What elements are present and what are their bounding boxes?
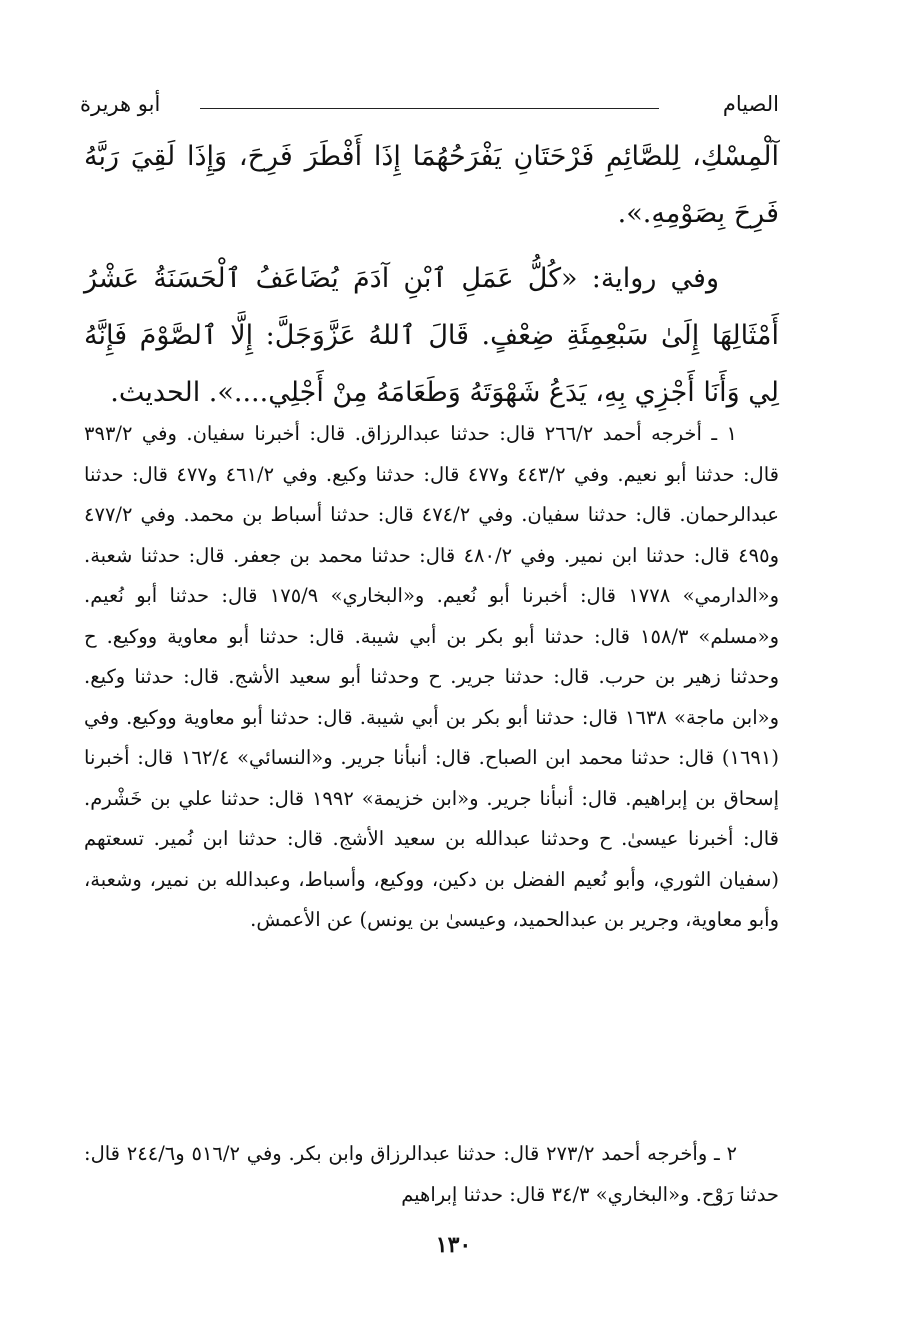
footnote-2: ٢ ـ وأخرجه أحمد ٢٧٣/٢ قال: حدثنا عبدالرزاق وابن بكر. وفي ٥١٦/٢ و٢٤٤/٦ قال: حدثنا رَوْح. و«البخاري» ٣٤/٣ قال: حدثنا إبراهيم <box>84 1142 779 1206</box>
chapter-title: الصيام <box>722 92 779 116</box>
hadith-text-variant: وفي رواية: «كُلُّ عَمَلِ ٱبْنِ آدَمَ يُضَاعَفُ ٱلْحَسَنَةُ عَشْرُ أَمْثَالِهَا إِلَىٰ سَبْعِمِئَةِ ضِعْفٍ. قَالَ ٱللهُ عَزَّوَجَلَّ: إِلَّا ٱلصَّوْمَ فَإِنَّهُ لِي وَأَنَا أَجْزِي بِهِ، يَدَعُ شَهْوَتَهُ وَطَعَامَهُ مِنْ أَجْلِي....». الحديث. <box>84 263 779 408</box>
narrator-name: أبو هريرة <box>80 92 161 116</box>
header-rule <box>200 108 659 109</box>
running-header <box>80 92 779 126</box>
page-number: ١٣٠ <box>435 1232 472 1258</box>
hadith-text-continuation: آلْمِسْكِ، لِلصَّائِمِ فَرْحَتَانِ يَفْرَحُهُمَا إِذَا أَفْطَرَ فَرِحَ، وَإِذَا لَقِيَ رَبَّهُ فَرِحَ بِصَوْمِهِ.». <box>84 141 779 229</box>
footnote-1: ١ ـ أخرجه أحمد ٢٦٦/٢ قال: حدثنا عبدالرزاق. قال: أخبرنا سفيان. وفي ٣٩٣/٢ قال: حدثنا أبو نعيم. وفي ٤٤٣/٢ و٤٧٧ قال: حدثنا وكيع. وفي ٤٦١/٢ و٤٧٧ قال: حدثنا عبدالرحمان. قال: حدثنا سفيان. وفي ٤٧٤/٢ قال: حدثنا أسباط بن محمد. وفي ٤٧٧/٢ و٤٩٥ قال: حدثنا ابن نمير. وفي ٤٨٠/٢ قال: حدثنا محمد بن جعفر. قال: حدثنا شعبة. و«الدارمي» ١٧٧٨ قال: أخبرنا أبو نُعيم. و«البخاري» ١٧٥/٩ قال: حدثنا أبو نُعيم. و«مسلم» ١٥٨/٣ قال: حدثنا أبو بكر بن أبي شيبة. قال: حدثنا أبو معاوية ووكيع. ح وحدثنا زهير بن حرب. قال: حدثنا جرير. ح وحدثنا أبو سعيد الأشج. قال: حدثنا وكيع. و«ابن ماجة» ١٦٣٨ قال: حدثنا أبو بكر بن أبي شيبة. قال: حدثنا أبو معاوية ووكيع. وفي (١٦٩١) قال: حدثنا محمد ابن الصباح. قال: أنبأنا جرير. و«النسائي» ١٦٢/٤ قال: أخبرنا إسحاق بن إبراهيم. قال: أنبأنا جرير. و«ابن خزيمة» ١٩٩٢ قال: حدثنا علي بن خَشْرم. قال: أخبرنا عيسىٰ. ح وحدثنا عبدالله بن سعيد الأشج. قال: حدثنا ابن نُمير. تسعتهم (سفيان الثوري، وأبو نُعيم الفضل بن دكين، ووكيع، وأسباط، وعبدالله بن نمير، وشعبة، وأبو معاوية، وجرير بن عبدالحميد، وعيسىٰ بن يونس) عن الأعمش. <box>84 422 779 931</box>
